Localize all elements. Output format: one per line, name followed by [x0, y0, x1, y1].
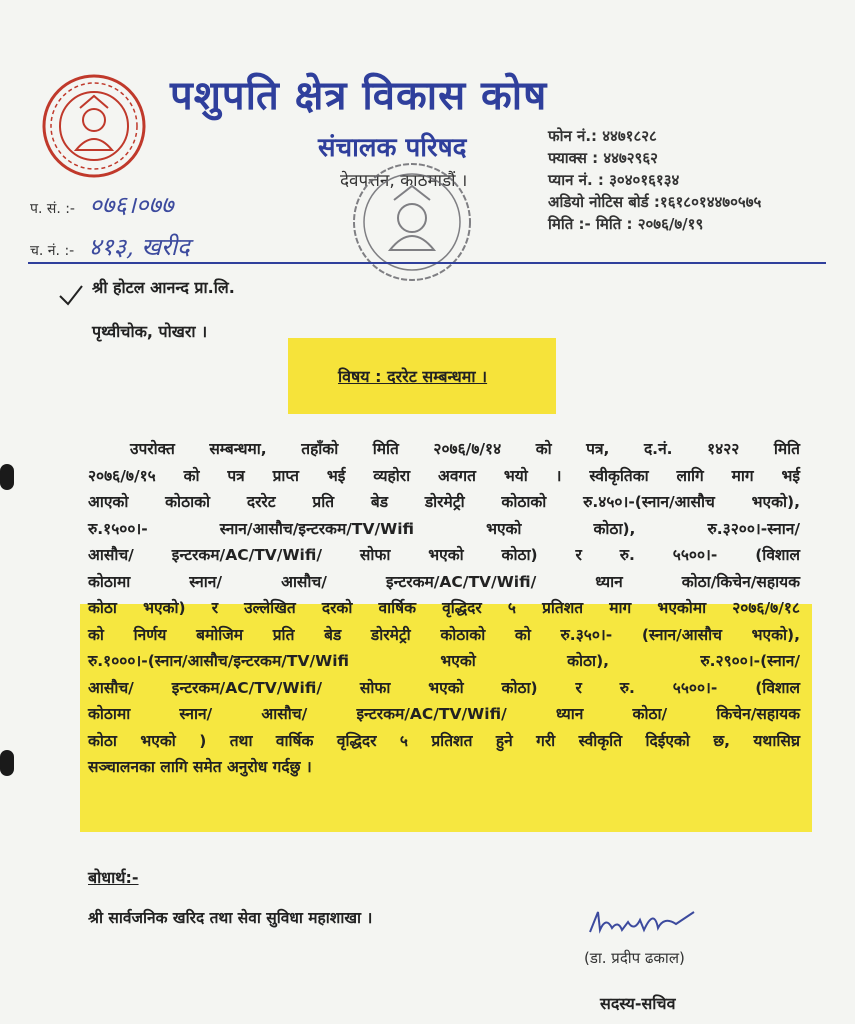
council-name: संचालक परिषद — [318, 133, 467, 163]
signatory-name: (डा. प्रदीप ढकाल) — [584, 949, 685, 967]
contact-fax: फ्याक्स : ४४७२९६२ — [548, 149, 658, 167]
organization-logo-icon — [40, 72, 148, 180]
dispatch-number-value: ४१३, खरीद — [88, 233, 190, 261]
body-line: कोठामा स्नान/ आसौच/ इन्टरकम/AC/TV/Wifi/ ध्यान कोठा/किचेन/सहायक — [88, 572, 800, 591]
signatory-designation: सदस्य-सचिव — [600, 994, 676, 1013]
organization-name: पशुपति क्षेत्र विकास कोष — [170, 73, 548, 119]
organization-address: देवपत्तन, काठमाडौं । — [340, 171, 468, 191]
letter-date: मिति :- मिति : २०७६/७/१९ — [548, 215, 704, 233]
body-line: सञ्चालनका लागि समेत अनुरोध गर्दछु । — [88, 758, 312, 776]
body-line: उपरोक्त सम्बन्धमा, तहाँको मिति २०७६/७/१४ को पत्र, द.नं. १४२२ मिति — [130, 440, 800, 458]
punch-hole — [0, 750, 14, 776]
signature-icon — [584, 902, 704, 946]
body-line: आसौच/ इन्टरकम/AC/TV/Wifi/ सोफा भएको कोठा) र रु. ५५००।- (विशाल — [88, 678, 800, 697]
dispatch-number — [30, 230, 190, 263]
body-line: रु.१०००।-(स्नान/आसौच/इन्टरकम/TV/Wifi भएको कोठा), रु.२९००।-(स्नान/ — [88, 652, 800, 670]
punch-hole — [0, 464, 14, 490]
body-line: रु.१५००।- स्नान/आसौच/इन्टरकम/TV/Wifi भएको कोठा), रु.३२००।-स्नान/ — [88, 519, 800, 538]
letter-body — [88, 436, 800, 781]
body-line: कोठा भएको) र उल्लेखित दरको वार्षिक वृद्धिदर ५ प्रतिशत माग भएकोमा २०७६/७/१८ — [88, 599, 800, 617]
contact-block — [548, 126, 761, 236]
body-line: आसौच/ इन्टरकम/AC/TV/Wifi/ सोफा भएको कोठा) र रु. ५५००।- (विशाल — [88, 546, 800, 564]
contact-phone: फोन नं.: ४४७१८२८ — [548, 127, 657, 145]
body-line: २०७६/७/१५ को पत्र प्राप्त भई व्यहोरा अवगत भयो । स्वीकृतिका लागि माग भई — [88, 466, 800, 485]
contact-pan: प्यान नं. : ३०४०१६१३४ — [548, 171, 680, 189]
checkmark-icon — [58, 282, 84, 308]
body-line: कोठा भएको ) तथा वार्षिक वृद्धिदर ५ प्रतिशत हुने गरी स्वीकृति दिईएको छ, यथासिघ्र — [88, 731, 800, 750]
reference-number-value: ०७६।०७७ — [89, 191, 174, 219]
body-line: को निर्णय बमोजिम प्रति बेड डोरमेट्री कोठाको को रु.३५०।- (स्नान/आसौच भएको), — [88, 625, 800, 644]
reference-number-label: प. सं. :- — [30, 201, 75, 217]
contact-audio-notice: अडियो नोटिस बोर्ड :१६१८०१४४७०५७५ — [548, 193, 762, 211]
recipient-address: पृथ्वीचोक, पोखरा । — [92, 322, 208, 341]
recipient-name: श्री होटल आनन्द प्रा.लि. — [92, 278, 235, 297]
dispatch-number-label: च. नं. :- — [30, 243, 75, 259]
header-divider — [28, 262, 826, 264]
body-line: आएको कोठाको दररेट प्रति बेड डोरमेट्री कोठाको रु.४५०।-(स्नान/आसौच भएको), — [88, 493, 800, 511]
official-seal-icon — [350, 160, 474, 284]
reference-number — [30, 188, 173, 221]
cc-label: बोधार्थ:- — [88, 868, 139, 887]
body-line: कोठामा स्नान/ आसौच/ इन्टरकम/AC/TV/Wifi/ ध्यान कोठा/ किचेन/सहायक — [88, 705, 800, 723]
cc-recipient: श्री सार्वजनिक खरिद तथा सेवा सुविधा महाशाखा । — [88, 909, 373, 927]
subject-line: विषय : दररेट सम्बन्धमा । — [338, 367, 488, 386]
